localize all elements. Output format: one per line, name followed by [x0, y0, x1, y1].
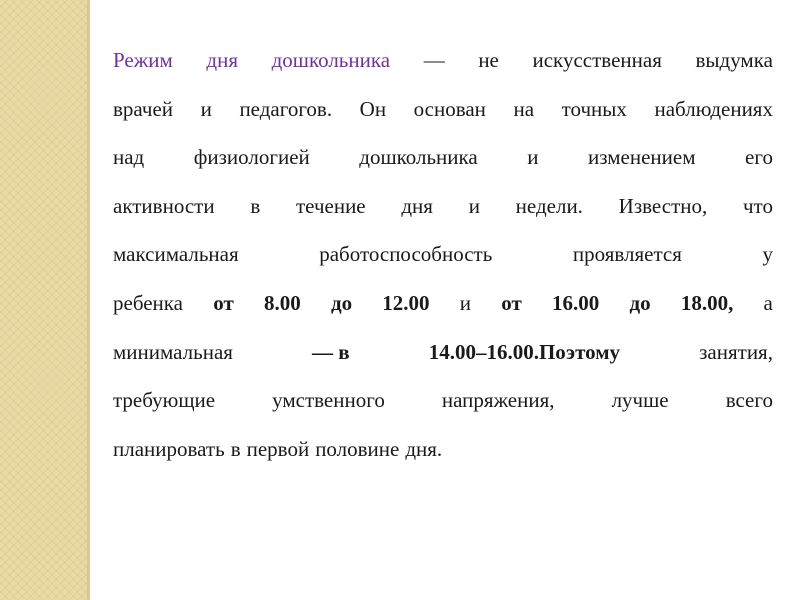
word: выдумка: [695, 48, 773, 72]
word: недели.: [515, 193, 583, 218]
decorative-sidebar: [0, 0, 87, 600]
word: в: [230, 436, 241, 461]
word: что: [743, 193, 773, 218]
word: и: [200, 96, 212, 121]
word: а: [763, 290, 773, 315]
word: изменением: [588, 145, 696, 170]
word: и: [459, 290, 472, 315]
word: —: [423, 48, 445, 72]
paragraph-line-2: [113, 85, 773, 134]
time-value: 12.00: [382, 290, 430, 315]
word: у: [762, 242, 773, 267]
word: в: [250, 193, 261, 218]
word: педагогов.: [239, 96, 333, 121]
word: Он: [359, 96, 387, 121]
word: всего: [725, 388, 773, 413]
word: половине: [315, 436, 400, 461]
word: первой: [246, 436, 310, 461]
paragraph-line-5: [113, 230, 773, 279]
time-range: 14.00–16.00.Поэтому: [428, 339, 621, 364]
word: течение: [295, 193, 366, 218]
word: проявляется: [572, 242, 682, 267]
word: на: [513, 96, 535, 121]
word: максимальная: [113, 242, 239, 267]
title-word: дошкольника: [271, 48, 391, 72]
word: активности: [113, 193, 215, 218]
time-value: 16.00: [552, 290, 600, 315]
word: Известно,: [618, 193, 708, 218]
paragraph-line-9: [113, 425, 773, 474]
word: точных: [561, 96, 627, 121]
sidebar-divider: [87, 0, 90, 600]
main-paragraph: [113, 36, 773, 473]
word: напряжения,: [441, 388, 555, 413]
paragraph-line-3: [113, 133, 773, 182]
word: лучше: [611, 388, 669, 413]
word: его: [745, 145, 773, 170]
title-word: Режим: [113, 48, 173, 72]
paragraph-line-1: [113, 36, 773, 85]
word: минимальная: [113, 339, 233, 364]
time-value: 8.00: [263, 290, 301, 315]
time-in: — в: [312, 339, 350, 364]
word: не: [478, 48, 499, 72]
word: умственного: [272, 388, 385, 413]
time-to: до: [629, 290, 651, 315]
time-value: 18.00,: [680, 290, 734, 315]
paragraph-line-4: [113, 182, 773, 231]
paragraph-line-6: [113, 279, 773, 328]
word: дня: [401, 193, 433, 218]
word: основан: [413, 96, 486, 121]
word: работоспособность: [319, 242, 493, 267]
word: наблюдениях: [654, 96, 773, 121]
word: над: [113, 145, 145, 170]
word: искусственная: [532, 48, 662, 72]
word: дошкольника: [359, 145, 478, 170]
time-from: от: [213, 290, 234, 315]
word: и: [527, 145, 539, 170]
title-word: дня: [206, 48, 238, 72]
word: требующие: [113, 388, 216, 413]
time-from: от: [501, 290, 522, 315]
word: и: [468, 193, 480, 218]
word: ребенка: [113, 290, 183, 315]
word: планировать: [113, 436, 225, 461]
word: занятия,: [699, 339, 773, 364]
paragraph-line-7: [113, 328, 773, 377]
word: физиологией: [193, 145, 310, 170]
time-to: до: [330, 290, 353, 315]
paragraph-line-8: [113, 376, 773, 425]
word: врачей: [113, 96, 174, 121]
word: дня.: [405, 436, 443, 461]
